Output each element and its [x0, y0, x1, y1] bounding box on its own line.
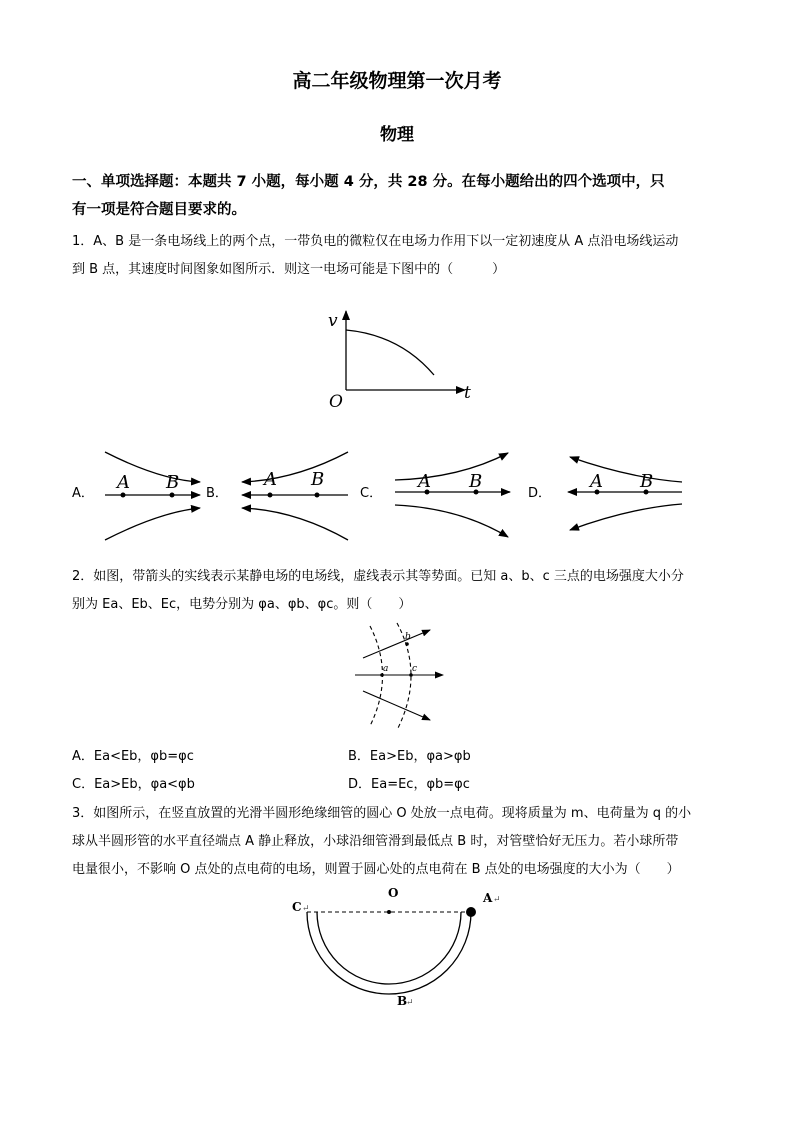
return-mark-c: ↵ [302, 904, 310, 914]
tube-inner-wall [317, 912, 461, 984]
option-c-a-label: A [418, 471, 431, 492]
option-d-b-label: B [640, 471, 654, 492]
option-b-field-line-top [242, 452, 348, 482]
option-a-field-line-bottom [105, 508, 200, 540]
origin-label: O [329, 392, 343, 412]
point-a-label: a [383, 664, 389, 674]
label-b: B [397, 994, 408, 1008]
t-axis-label: t [464, 383, 471, 403]
option-b-point-a [268, 493, 273, 498]
page-subtitle: 物理 [380, 125, 414, 145]
option-d-label: D． [528, 486, 552, 501]
label-c: C [292, 900, 302, 914]
velocity-curve [346, 330, 434, 375]
option-b-field-line-bottom [242, 508, 348, 540]
option-a-point-a [121, 493, 126, 498]
tube-outer-wall [307, 912, 471, 994]
option-b-b-label: B [311, 469, 325, 490]
option-b-label: B． [206, 486, 228, 501]
question-2-text [72, 563, 732, 619]
question-2-line2: 别为 Ea、Eb、Ec，电势分别为 φa、φb、φc。则（ ） [72, 597, 412, 612]
section-heading [72, 168, 732, 224]
option-a-label: A． [72, 486, 94, 501]
option-a-a-label: A [117, 472, 130, 493]
label-o: O [388, 886, 399, 900]
question-2-line1: 2．如图，带箭头的实线表示某静电场的电场线，虚线表示其等势面。已知 a、b、c 三点的电场强度大小分 [72, 569, 684, 584]
question-3-line3: 电量很小，不影响 O 点处的点电荷的电场，则置于圆心处的点电荷在 B 点处的电场强度的大小为（ ） [72, 862, 680, 877]
option-b-a-label: A [264, 469, 277, 490]
field-line-lower [363, 691, 430, 720]
q2-option-a: A．Ea<Eb，φb=φc [72, 749, 194, 764]
question-1-line2: 到 B 点，其速度时间图象如图所示．则这一电场可能是下图中的（ ） [72, 262, 506, 277]
point-b [405, 642, 409, 646]
q1-velocity-time-graph [320, 305, 480, 415]
question-3-text [72, 800, 732, 884]
field-line-upper [363, 630, 430, 658]
v-axis-label: v [328, 311, 338, 331]
option-b-point-b [315, 493, 320, 498]
section-heading-line1: 一、单项选择题：本题共 7 小题，每小题 4 分，共 28 分。在每小题给出的四个选项中，只 [72, 174, 665, 190]
question-1-text [72, 228, 732, 284]
page-title: 高二年级物理第一次月考 [292, 70, 502, 92]
option-d-field-line-bottom [570, 504, 682, 530]
center-charge-o [387, 910, 391, 914]
point-c-label: c [412, 664, 418, 674]
q2-option-d: D．Ea=Ec，φb=φc [348, 777, 470, 792]
option-d-a-label: A [590, 471, 603, 492]
return-mark-a: ↵ [493, 895, 501, 905]
return-mark-b: ↵ [406, 998, 414, 1008]
q1-field-options [60, 440, 760, 550]
option-a-point-b [170, 493, 175, 498]
option-d-field-line-top [570, 457, 682, 482]
q3-semicircle-tube-figure [285, 880, 515, 1010]
point-b-label: b [405, 632, 411, 642]
question-1-line1: 1．A、B 是一条电场线上的两个点，一带负电的微粒仅在电场力作用下以一定初速度从 A 点沿电场线运动 [72, 234, 679, 249]
q2-field-figure [345, 618, 450, 733]
option-c-field-line-top [395, 453, 508, 480]
question-3-line1: 3．如图所示，在竖直放置的光滑半圆形绝缘细管的圆心 O 处放一点电荷。现将质量为 m、电荷量为 q 的小 [72, 806, 692, 821]
q2-option-c: C．Ea>Eb，φa<φb [72, 777, 195, 792]
label-a: A [483, 891, 493, 905]
option-a-b-label: B [166, 472, 180, 493]
option-c-field-line-bottom [395, 505, 508, 537]
ball-at-a [466, 907, 476, 917]
question-3-line2: 球从半圆形管的水平直径端点 A 静止释放，小球沿细管滑到最低点 B 时，对管壁恰好无压力。若小球所带 [72, 834, 679, 849]
section-heading-line2: 有一项是符合题目要求的。 [72, 202, 246, 218]
option-c-label: C． [360, 486, 383, 501]
q2-option-b: B．Ea>Eb，φa>φb [348, 749, 471, 764]
option-c-b-label: B [469, 471, 483, 492]
